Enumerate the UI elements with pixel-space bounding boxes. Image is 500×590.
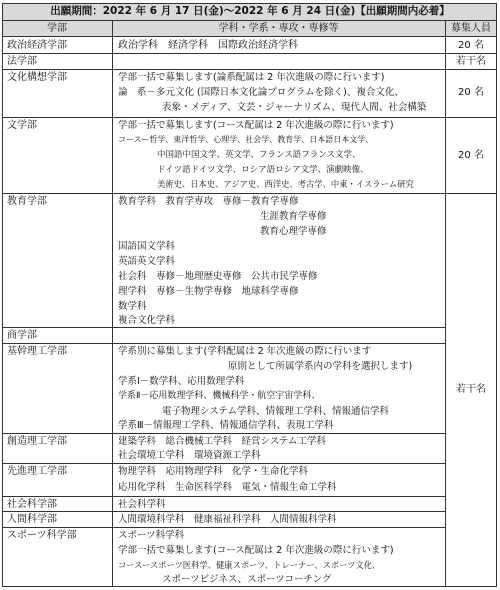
dept-line: 学部一括で募集します(論系配属は 2 年次進級の際に行います)	[118, 72, 385, 83]
faculty-bungaku: 文学部	[7, 120, 37, 131]
dept-line: コースースポーツ医科学、健康スポーツ、トレーナー、スポーツ文化、	[118, 560, 381, 570]
dept-line: スポーツビジネス、スポーツコーチング	[162, 574, 332, 585]
dept-line: 美術史、日本史、アジア史、西洋史、考古学、中東・イスラーム研究	[157, 179, 414, 189]
faculty-kyouiku: 教育学部	[7, 196, 47, 207]
row-line	[2, 463, 445, 464]
quota-hougaku: 若干名	[456, 56, 486, 67]
faculty-hougaku: 法学部	[7, 56, 37, 67]
dept-line: スポーツ科学科	[118, 530, 185, 541]
dept-line: 生涯教育学専修	[260, 211, 327, 222]
row-line	[2, 511, 445, 512]
dept-line: ドイツ語ドイツ文学、ロシア語ロシア文学、演劇映像、	[157, 165, 369, 175]
quota-seikei: 20 名	[458, 40, 484, 51]
row-line	[2, 496, 445, 497]
row-line	[2, 433, 445, 434]
dept-line: 応用化学科 生命医科学科 電気・情報生命工学科	[118, 482, 337, 493]
dept-line: 社会環境工学科 環境資源工学科	[118, 450, 261, 461]
dept-line: 社会科学科	[118, 499, 166, 510]
dept-line: 政治学科 経済学科 国際政治経済学科	[118, 40, 298, 51]
dept-line: 人間環境科学科 健康福祉科学科 人間情報科学科	[118, 514, 337, 525]
application-period-banner: 出願期間：2022 年 6 月 17 日(金)～2022 年 6 月 24 日(金)【出願期間内必着】	[50, 5, 450, 17]
row-line	[2, 117, 497, 118]
dept-line: 学系Ⅰ－数学科、応用数理学科	[118, 376, 245, 387]
dept-line: 学系Ⅲ－情報理工学科、情報通信学科、表現工学科	[118, 420, 334, 431]
faculty-seikei: 政治経済学部	[7, 40, 67, 51]
dept-line: 原則として所属学系内の学科を選択します)	[228, 361, 413, 372]
row-line	[2, 69, 497, 70]
dept-line: 論 系－多元文化 (国際日本文化論プログラムを除く)、複合文化、	[118, 87, 404, 98]
header-quota: 募集人員	[451, 23, 491, 34]
dept-line: 建築学科 総合機械工学科 経営システム工学科	[118, 436, 327, 447]
header-faculty: 学部	[47, 23, 67, 34]
dept-line: 教育心理学専修	[260, 226, 327, 237]
dept-line: 表象・メディア、文芸・ジャーナリズム、現代人間、社会構築	[162, 102, 427, 113]
faculty-sports: スポーツ科学部	[7, 530, 77, 541]
faculty-shougaku: 商学部	[7, 330, 37, 341]
dept-line: 物理学科 応用物理学科 化学・生命化学科	[118, 466, 309, 477]
column-separator-quota	[445, 21, 446, 587]
faculty-kikan: 基幹理工学部	[7, 346, 67, 357]
row-line	[2, 53, 497, 54]
dept-line: 数学科	[118, 301, 147, 312]
dept-line: 学部一括で募集します(コース配属は 2 年次進級の際に行います)	[118, 120, 394, 131]
column-separator-faculty	[112, 21, 113, 587]
dept-line: 複合文化学科	[118, 315, 176, 326]
dept-line: 国語国文学科	[118, 241, 176, 252]
dept-line: 学部一括で募集します(コース配属は 2 年次進級の際に行います)	[118, 545, 394, 556]
quota-bungaku: 20 名	[458, 150, 484, 161]
quota-group: 若干名	[456, 384, 486, 395]
dept-line: 教育学科 教育学専攻 専修－教育学専修	[118, 196, 299, 207]
row-line	[2, 193, 497, 194]
row-line	[2, 343, 445, 344]
row-line	[2, 327, 445, 328]
quota-bunka: 20 名	[458, 87, 484, 98]
dept-line: 電子物理システム学科、情報理工学科、情報通信学科	[162, 406, 390, 417]
row-line	[2, 527, 445, 528]
faculty-souzou: 創造理工学部	[7, 436, 67, 447]
faculty-senshin: 先進理工学部	[7, 466, 67, 477]
faculty-bunka: 文化構想学部	[7, 72, 67, 83]
dept-line: 理学科 専修－生物学専修 地球科学専修	[118, 286, 299, 297]
dept-line: 学系Ⅱ－応用数理学科、機械科学・航空宇宙学科、	[118, 391, 321, 401]
faculty-shakai: 社会科学部	[7, 499, 57, 510]
dept-line: 学系別に募集します(学科配属は 2 年次進級の際に行います	[118, 346, 372, 357]
dept-line: 中国語中国文学、英文学、フランス語フランス文学、	[157, 150, 361, 160]
header-departments: 学科・学系・専攻・専修等	[218, 23, 339, 34]
faculty-ningen: 人間科学部	[7, 514, 57, 525]
dept-line: 英語英文学科	[118, 256, 176, 267]
dept-line: コースー哲学、東洋哲学、心理学、社会学、教育学、日本語日本文学、	[118, 135, 374, 144]
dept-line: 社会科 専修－地理歴史専修 公共市民学専修	[118, 271, 318, 282]
